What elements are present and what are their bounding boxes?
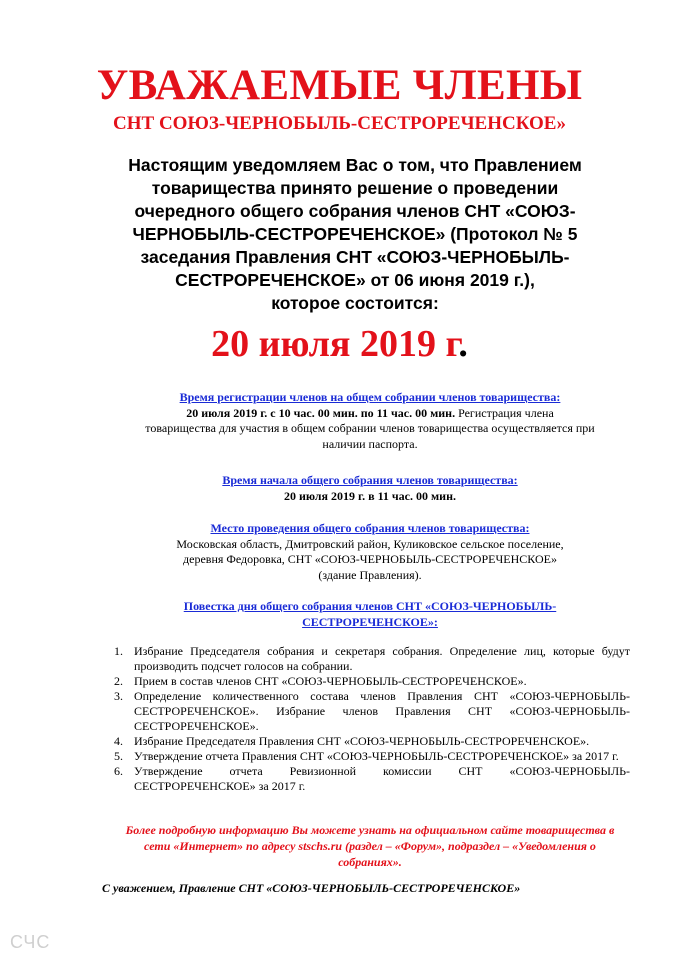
note-line: Более подробную информацию Вы можете узнать на официальном сайте товарищества в — [125, 823, 615, 837]
agenda-item-text: Избрание Председателя Правления СНТ «СОЮЗ-ЧЕРНОБЫЛЬ-СЕСТРОРЕЧЕНСКОЕ». — [134, 734, 590, 748]
list-item — [110, 749, 630, 764]
list-item — [110, 674, 630, 689]
agenda-heading: Повестка дня общего собрания членов СНТ «СОЮЗ-ЧЕРНОБЫЛЬ- — [183, 599, 557, 613]
start-time: 20 июля 2019 г. в 11 час. 00 мин. — [283, 488, 457, 503]
intro-line: СЕСТРОРЕЧЕНСКОЕ» от 06 июня 2019 г.), — [175, 270, 535, 290]
agenda-item-number: 1. — [114, 644, 123, 658]
place-line: (здание Правления). — [318, 567, 422, 582]
page-subtitle: СНТ СОЮЗ-ЧЕРНОБЫЛЬ-СЕСТРОРЕЧЕНСКОЕ» — [113, 113, 566, 134]
intro-line: которое состоится: — [271, 293, 439, 313]
more-info-note — [100, 822, 640, 870]
agenda-item-number: 6. — [114, 764, 123, 778]
intro-line: ЧЕРНОБЫЛЬ-СЕСТРОРЕЧЕНСКОЕ» (Протокол № 5 — [132, 224, 578, 244]
place-line: Московская область, Дмитровский район, Куликовское сельское поселение, — [176, 536, 564, 551]
registration-text: наличии паспорта. — [322, 436, 418, 451]
agenda-item-number: 4. — [114, 734, 123, 748]
registration-section — [100, 390, 640, 452]
agenda-heading-block — [100, 599, 640, 630]
note-line: собраниях». — [338, 855, 402, 869]
start-heading: Время начала общего собрания членов товарищества: — [222, 473, 518, 487]
watermark: СЧС — [10, 932, 51, 952]
list-item — [110, 764, 630, 794]
agenda-item-text: Утверждение отчета Ревизионной комиссии СНТ «СОЮЗ-ЧЕРНОБЫЛЬ-СЕСТРОРЕЧЕНСКОЕ» за 2017 г. — [134, 764, 630, 793]
agenda-heading: СЕСТРОРЕЧЕНСКОЕ»: — [302, 614, 438, 629]
registration-text: Регистрация члена — [458, 405, 554, 420]
list-item — [110, 689, 630, 734]
registration-heading: Время регистрации членов на общем собрании членов товарищества: — [179, 390, 561, 404]
agenda-item-number: 3. — [114, 689, 123, 703]
agenda-item-text: Прием в состав членов СНТ «СОЮЗ-ЧЕРНОБЫЛЬ-СЕСТРОРЕЧЕНСКОЕ». — [134, 674, 527, 688]
intro-paragraph — [95, 154, 615, 315]
intro-line: очередного общего собрания членов СНТ «СОЮЗ- — [134, 201, 576, 221]
agenda-item-number: 5. — [114, 749, 123, 763]
intro-line: заседания Правления СНТ «СОЮЗ-ЧЕРНОБЫЛЬ- — [140, 247, 570, 267]
start-section — [100, 473, 640, 504]
agenda-item-text: Определение количественного состава членов Правления СНТ «СОЮЗ-ЧЕРНОБЫЛЬ-СЕСТРОРЕЧЕНСКОЕ». Избрание членов Правления СНТ «СОЮЗ-ЧЕРНОБЫЛЬ-СЕСТРОРЕЧЕНСКОЕ». — [134, 689, 630, 733]
signature: С уважением, Правление СНТ «СОЮЗ-ЧЕРНОБЫЛЬ-СЕСТРОРЕЧЕНСКОЕ» — [102, 881, 521, 895]
list-item — [110, 644, 630, 674]
place-line: деревня Федоровка, СНТ «СОЮЗ-ЧЕРНОБЫЛЬ-СЕСТРОРЕЧЕНСКОЕ» — [183, 552, 557, 566]
meeting-date-text: 20 июля 2019 г — [211, 323, 459, 365]
note-line: сети «Интернет» по адресу stschs.ru (раздел – «Форум», подраздел – «Уведомления о — [144, 839, 596, 853]
agenda-item-text: Избрание Председателя собрания и секретаря собрания. Определение лиц, которые будут производить подсчет голосов на собрании. — [134, 644, 630, 673]
meeting-date-dot: . — [458, 323, 468, 365]
registration-time: 20 июля 2019 г. с 10 час. 00 мин. по 11 час. 00 мин. — [186, 405, 456, 420]
place-section — [100, 521, 640, 583]
meeting-date — [0, 322, 679, 366]
agenda-item-text: Утверждение отчета Правления СНТ «СОЮЗ-ЧЕРНОБЫЛЬ-СЕСТРОРЕЧЕНСКОЕ» за 2017 г. — [134, 749, 619, 763]
agenda-item-number: 2. — [114, 674, 123, 688]
page-title: УВАЖАЕМЫЕ ЧЛЕНЫ — [96, 62, 583, 109]
agenda-list — [110, 644, 630, 794]
list-item — [110, 734, 630, 749]
intro-line: Настоящим уведомляем Вас о том, что Правлением — [128, 155, 582, 175]
place-heading: Место проведения общего собрания членов товарищества: — [210, 521, 530, 535]
intro-line: товарищества принято решение о проведении — [151, 178, 559, 198]
registration-text: товарищества для участия в общем собрании членов товарищества осуществляется при — [145, 421, 595, 435]
